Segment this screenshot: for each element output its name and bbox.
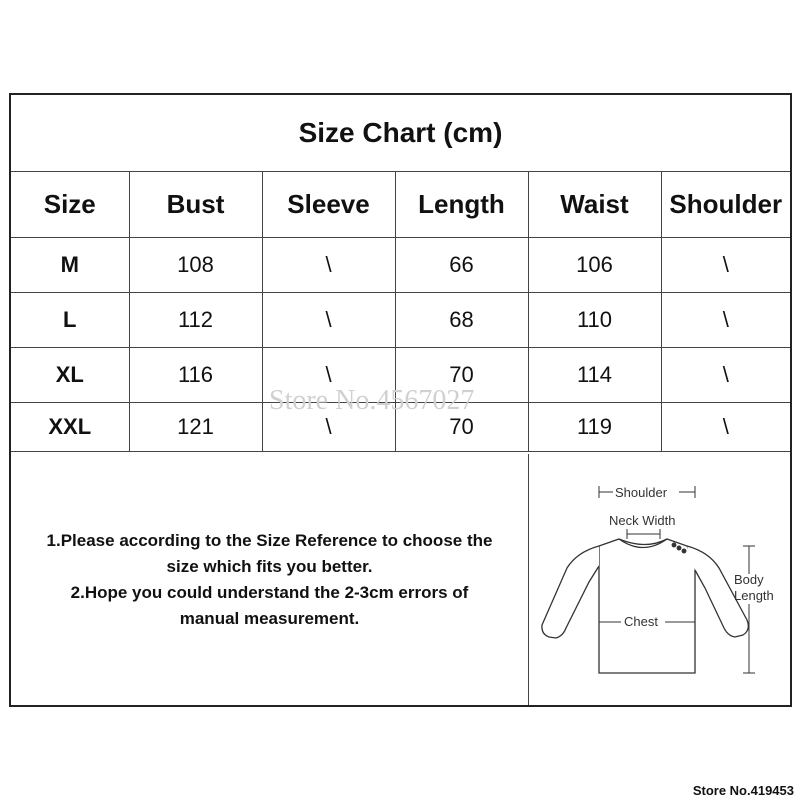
size-cell: XXL	[11, 403, 129, 452]
table-cell: 112	[129, 293, 262, 348]
table-header-row	[11, 171, 790, 238]
size-table	[11, 171, 790, 452]
table-cell: \	[661, 238, 790, 293]
header-cell: Bust	[129, 171, 262, 238]
table-cell: 110	[528, 293, 661, 348]
table-cell: 68	[395, 293, 528, 348]
table-cell: 116	[129, 348, 262, 403]
note-line: size which fits you better.	[166, 556, 373, 576]
chart-title: Size Chart (cm)	[11, 95, 790, 172]
table-cell: \	[262, 293, 395, 348]
header-cell: Waist	[528, 171, 661, 238]
note-line: 2.Hope you could understand the 2-3cm errors of	[70, 582, 469, 602]
length-label: Length	[734, 588, 774, 603]
chest-label: Chest	[624, 614, 658, 629]
table-cell: 70	[395, 403, 528, 452]
watermark: Store No.4567027	[269, 385, 475, 416]
shoulder-label: Shoulder	[615, 485, 668, 500]
table-row	[11, 403, 790, 452]
note-line: 1.Please according to the Size Reference to choose the	[46, 530, 493, 550]
table-row	[11, 238, 790, 293]
table-cell: 121	[129, 403, 262, 452]
notes-panel	[11, 454, 529, 705]
table-cell: \	[661, 403, 790, 452]
header-cell: Shoulder	[661, 171, 790, 238]
size-cell: L	[11, 293, 129, 348]
body-label: Body	[734, 572, 764, 587]
note-line: manual measurement.	[179, 608, 360, 628]
table-cell: 108	[129, 238, 262, 293]
table-cell: 106	[528, 238, 661, 293]
header-cell: Sleeve	[262, 171, 395, 238]
table-cell: 114	[528, 348, 661, 403]
table-cell: \	[262, 403, 395, 452]
table-cell: 66	[395, 238, 528, 293]
header-cell: Length	[395, 171, 528, 238]
sweater-outline	[542, 539, 748, 673]
table-row	[11, 348, 790, 403]
neck-width-label: Neck Width	[609, 513, 676, 528]
table-cell: \	[262, 348, 395, 403]
header-cell: Size	[11, 171, 129, 238]
table-cell: 70	[395, 348, 528, 403]
measurement-diagram	[529, 454, 790, 705]
table-cell: \	[262, 238, 395, 293]
table-row	[11, 293, 790, 348]
size-cell: M	[11, 238, 129, 293]
bottom-section	[11, 454, 790, 705]
table-cell: \	[661, 293, 790, 348]
table-cell: 119	[528, 403, 661, 452]
table-cell: \	[661, 348, 790, 403]
store-footer: Store No.419453	[692, 783, 794, 798]
size-cell: XL	[11, 348, 129, 403]
size-chart	[9, 93, 792, 707]
